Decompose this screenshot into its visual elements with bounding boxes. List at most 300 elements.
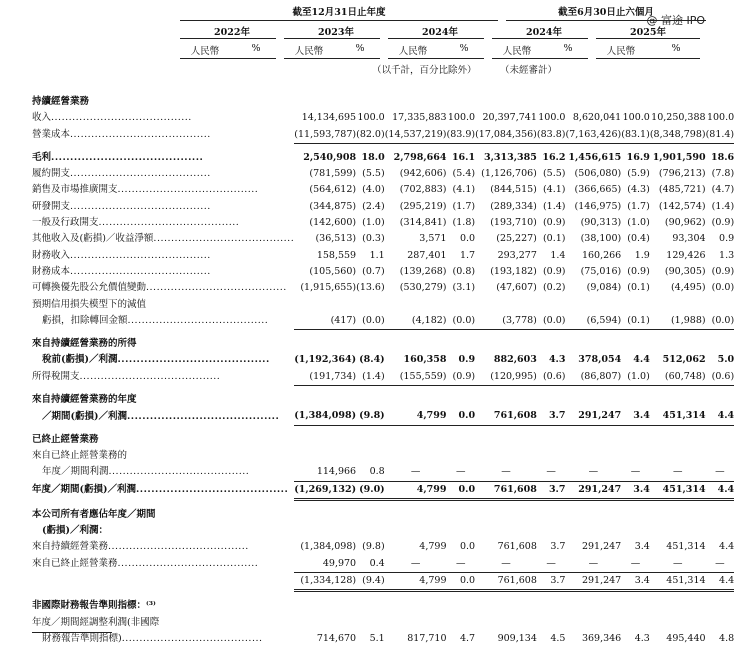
percent-cell: (9.4)	[356, 573, 385, 591]
table-row	[32, 199, 734, 215]
row-label: 其他收入及(虧損)／收益淨額........................................	[32, 233, 295, 245]
empty-cell	[447, 615, 476, 631]
table-row	[32, 182, 734, 198]
amount-cell: (366,665)	[574, 184, 622, 196]
amount-cell: (1,192,364)	[294, 354, 357, 366]
row-label: 銷售及市場推廣開支........................................	[32, 184, 259, 196]
empty-cell	[537, 336, 566, 352]
percent-cell: 0.0	[459, 541, 476, 553]
percent-cell: (0.1)	[621, 313, 650, 330]
percent-cell: (5.5)	[542, 168, 566, 180]
amount-cell: (9,084)	[586, 282, 622, 294]
empty-cell	[294, 336, 356, 352]
percent-cell: 4.3	[548, 354, 566, 366]
header-year-2023: 2023年	[318, 27, 354, 38]
amount-cell: (191,734)	[294, 369, 356, 386]
percent-cell: (0.8)	[452, 265, 476, 277]
percent-cell: (8.4)	[359, 354, 385, 366]
header-rule	[596, 38, 700, 39]
amount-cell: —	[385, 464, 447, 481]
amount-cell: 369,346	[581, 632, 622, 644]
amount-cell: (1,334,128)	[294, 573, 356, 591]
percent-cell: (1.8)	[452, 217, 476, 229]
percent-cell: 0.0	[459, 233, 476, 245]
leader-dots: ........................................	[117, 557, 259, 569]
amount-cell: (289,334)	[490, 200, 537, 212]
empty-cell	[447, 392, 476, 408]
amount-cell: (25,227)	[496, 233, 537, 245]
percent-cell: 4.8	[719, 632, 734, 644]
empty-cell	[294, 432, 356, 448]
percent-cell: (7.8)	[711, 168, 734, 180]
header-rule	[596, 58, 700, 59]
header-rmb: 人民幣	[606, 46, 636, 57]
row-label: 財務成本........................................	[32, 265, 211, 277]
amount-cell: 451,314	[650, 408, 706, 425]
empty-cell	[294, 94, 356, 110]
leader-dots: ........................................	[98, 217, 240, 229]
amount-cell: 2,540,908	[303, 151, 357, 163]
empty-cell	[706, 432, 734, 448]
percent-cell: 3.4	[634, 541, 650, 553]
amount-cell: (86,807)	[565, 369, 621, 386]
amount-cell: 817,710	[407, 632, 447, 644]
row-label: 預期信用損失模型下的減值	[32, 298, 147, 310]
empty-cell	[475, 432, 537, 448]
percent-cell: (0.9)	[627, 265, 650, 277]
row-label: 來自持續經營業務的年度	[32, 394, 137, 406]
empty-cell	[621, 432, 650, 448]
table-row	[32, 369, 734, 386]
amount-cell: (1,915,655)	[300, 282, 357, 294]
header-rule	[388, 58, 484, 59]
table-row	[32, 392, 734, 408]
header-rule	[284, 38, 380, 39]
percent-cell: (4.3)	[627, 184, 650, 196]
amount-cell: 291,247	[565, 408, 621, 425]
percent-cell: (0.0)	[711, 282, 734, 294]
table-row	[32, 408, 734, 425]
percent-cell: (81.4)	[706, 127, 734, 144]
table-row	[32, 615, 734, 631]
table-row	[32, 166, 734, 182]
leader-dots: ........................................	[117, 354, 270, 366]
header-year-2024-half: 2024年	[526, 27, 562, 38]
empty-cell	[356, 297, 385, 313]
amount-cell: (796,213)	[658, 168, 706, 180]
table-row	[32, 573, 734, 591]
empty-cell	[565, 432, 621, 448]
amount-cell: (530,279)	[399, 282, 447, 294]
amount-cell: (8,348,798)	[650, 127, 706, 144]
empty-cell	[385, 448, 447, 464]
amount-cell: (139,268)	[399, 265, 447, 277]
percent-cell: 0.0	[447, 573, 476, 591]
percent-cell: (0.0)	[706, 313, 734, 330]
empty-cell	[447, 336, 476, 352]
header-rule	[180, 58, 276, 59]
amount-cell: (47,607)	[496, 282, 537, 294]
empty-cell	[621, 297, 650, 313]
empty-cell	[385, 336, 447, 352]
empty-cell	[706, 615, 734, 631]
empty-cell	[706, 392, 734, 408]
percent-cell: (1.4)	[711, 200, 734, 212]
empty-cell	[706, 507, 734, 523]
empty-cell	[621, 507, 650, 523]
row-label: 已終止經營業務	[32, 433, 99, 445]
empty-cell	[621, 336, 650, 352]
amount-cell: (781,599)	[309, 168, 357, 180]
row-label: 收入........................................	[32, 112, 192, 124]
amount-cell: —	[565, 464, 621, 481]
table-row	[32, 313, 734, 330]
empty-cell	[650, 392, 706, 408]
header-rule	[284, 58, 380, 59]
amount-cell: (3,778)	[475, 313, 537, 330]
amount-cell: 17,335,883	[392, 112, 447, 124]
percent-cell: 4.5	[550, 632, 566, 644]
percent-cell: 100.0	[706, 112, 734, 124]
percent-cell: 3.7	[537, 481, 566, 499]
amount-cell: 287,401	[407, 249, 447, 261]
row-label	[32, 573, 294, 591]
leader-dots: ........................................	[70, 128, 211, 140]
empty-cell	[356, 432, 385, 448]
amount-cell: —	[475, 464, 537, 481]
amount-cell: 3,313,385	[484, 151, 537, 163]
header-pct: %	[563, 43, 573, 54]
amount-cell: (1,384,098)	[294, 408, 356, 425]
empty-cell	[475, 448, 537, 464]
amount-cell: 451,314	[666, 541, 706, 553]
empty-cell	[537, 598, 566, 614]
empty-cell	[294, 507, 356, 523]
percent-cell: (0.9)	[447, 369, 476, 386]
amount-cell: (142,600)	[309, 217, 357, 229]
amount-cell: 129,426	[666, 249, 706, 261]
empty-cell	[447, 94, 476, 110]
amount-cell: 293,277	[497, 249, 537, 261]
amount-cell: —	[650, 556, 706, 573]
percent-cell: 3.4	[621, 481, 650, 499]
percent-cell: 18.6	[711, 151, 734, 163]
empty-cell	[356, 507, 385, 523]
amount-cell: 93,304	[672, 233, 706, 245]
amount-cell: (120,995)	[475, 369, 537, 386]
amount-cell: (105,560)	[309, 265, 357, 277]
percent-cell: (1.0)	[627, 217, 650, 229]
amount-cell: 291,247	[581, 541, 622, 553]
empty-cell	[475, 507, 537, 523]
percent-cell: (1.4)	[356, 369, 385, 386]
financial-table	[32, 94, 734, 647]
empty-cell	[565, 448, 621, 464]
percent-cell: (0.6)	[537, 369, 566, 386]
empty-cell	[537, 523, 566, 539]
row-label: 本公司所有者應佔年度／期間	[32, 508, 156, 520]
empty-cell	[294, 523, 356, 539]
header-year-2024: 2024年	[422, 27, 458, 38]
percent-cell: 0.8	[356, 464, 385, 481]
percent-cell: (0.1)	[627, 282, 650, 294]
header-group-year: 截至12月31日止年度	[292, 7, 386, 18]
percent-cell: (0.0)	[356, 313, 385, 330]
amount-cell: (17,084,356)	[475, 127, 537, 144]
table-row	[32, 280, 734, 296]
amount-cell: (314,841)	[399, 217, 447, 229]
percent-cell: 1.9	[634, 249, 650, 261]
row-label: 來自已終止經營業務........................................	[32, 557, 259, 569]
empty-cell	[475, 297, 537, 313]
leader-dots: ........................................	[136, 484, 289, 496]
leader-dots: ........................................	[146, 282, 287, 294]
amount-cell: (4,182)	[385, 313, 447, 330]
row-label: 所得稅開支........................................	[32, 371, 221, 382]
amount-cell: (1,384,098)	[300, 541, 357, 553]
table-row	[32, 127, 734, 144]
header-rule	[180, 20, 498, 21]
percent-cell: (0.1)	[542, 233, 566, 245]
percent-cell: —	[621, 556, 650, 573]
empty-cell	[356, 336, 385, 352]
row-label: 財務報告準則指標)........................................	[42, 632, 263, 644]
amount-cell: (417)	[294, 313, 356, 330]
empty-cell	[650, 598, 706, 614]
amount-cell: 2,798,664	[393, 151, 447, 163]
row-label: 可轉換優先股公允價值變動........................................	[32, 282, 287, 294]
header-rule	[506, 20, 706, 21]
table-row	[32, 481, 734, 499]
amount-cell: 3,571	[419, 233, 447, 245]
percent-cell: (0.0)	[447, 313, 476, 330]
percent-cell: 100.0	[357, 112, 385, 124]
watermark-text: @ 富途 IPO	[646, 14, 705, 27]
header-year-2022: 2022年	[214, 27, 250, 38]
percent-cell: (1.7)	[452, 200, 476, 212]
percent-cell: 5.0	[717, 354, 734, 366]
empty-cell	[706, 523, 734, 539]
empty-cell	[475, 392, 537, 408]
table-row	[32, 94, 734, 110]
empty-cell	[706, 336, 734, 352]
empty-cell	[475, 615, 537, 631]
amount-cell: 761,608	[475, 481, 537, 499]
row-label: 年度／期間經調整利潤(非國際	[32, 616, 160, 628]
empty-cell	[537, 392, 566, 408]
row-label: 毛利........................................	[32, 151, 204, 163]
amount-cell: (75,016)	[580, 265, 622, 277]
empty-cell	[294, 297, 356, 313]
percent-cell: 100.0	[622, 112, 650, 124]
empty-cell	[621, 615, 650, 631]
percent-cell: 16.1	[451, 151, 476, 163]
header-rmb: 人民幣	[294, 46, 324, 57]
amount-cell: (14,537,219)	[385, 127, 447, 144]
empty-cell	[621, 523, 650, 539]
row-label: 虧損，扣除轉回金額........................................	[42, 315, 269, 327]
table-row	[32, 264, 734, 280]
percent-cell: (0.7)	[362, 265, 385, 277]
table-row	[32, 556, 734, 573]
amount-cell: 4,799	[385, 573, 447, 591]
empty-cell	[706, 598, 734, 614]
row-label: 年度／期間利潤........................................	[42, 466, 250, 478]
amount-cell: 378,054	[578, 354, 622, 366]
header-rule	[388, 38, 484, 39]
header-rmb: 人民幣	[502, 46, 532, 57]
amount-cell: 291,247	[565, 573, 621, 591]
amount-cell: (193,710)	[490, 217, 537, 229]
empty-cell	[294, 448, 356, 464]
percent-cell: 0.0	[447, 408, 476, 425]
empty-cell	[650, 615, 706, 631]
header-pct: %	[459, 43, 469, 54]
percent-cell: 3.4	[621, 573, 650, 591]
row-label: 履約開支........................................	[32, 168, 211, 180]
table-row	[32, 336, 734, 352]
amount-cell: (844,515)	[490, 184, 537, 196]
table-row	[32, 539, 734, 555]
percent-cell: —	[706, 464, 734, 481]
percent-cell: 3.7	[537, 408, 566, 425]
amount-cell: (90,962)	[664, 217, 706, 229]
empty-cell	[294, 598, 356, 614]
leader-dots: ........................................	[108, 466, 250, 478]
empty-cell	[356, 392, 385, 408]
amount-cell: (193,182)	[490, 265, 537, 277]
empty-cell	[650, 432, 706, 448]
percent-cell: (0.9)	[542, 265, 566, 277]
empty-cell	[356, 598, 385, 614]
empty-cell	[565, 336, 621, 352]
empty-cell	[537, 615, 566, 631]
header-group-half: 截至6月30日止六個月	[558, 7, 654, 18]
header-pct: %	[355, 43, 365, 54]
table-row	[32, 499, 734, 507]
amount-cell: 4,799	[419, 541, 447, 553]
empty-cell	[294, 615, 356, 631]
amount-cell: 714,670	[316, 632, 357, 644]
table-row	[32, 432, 734, 448]
amount-cell: 114,966	[294, 464, 356, 481]
percent-cell: (83.1)	[621, 127, 650, 144]
header-year-2025-half: 2025年	[630, 27, 666, 38]
amount-cell: (295,219)	[399, 200, 447, 212]
leader-dots: ........................................	[70, 168, 211, 180]
empty-cell	[621, 598, 650, 614]
amount-cell: 512,062	[662, 354, 706, 366]
amount-cell: (155,559)	[385, 369, 447, 386]
row-label: 來自持續經營業務........................................	[32, 541, 249, 553]
empty-cell	[475, 598, 537, 614]
empty-cell	[706, 297, 734, 313]
empty-cell	[650, 448, 706, 464]
percent-cell: (1.0)	[621, 369, 650, 386]
row-label: 年度／期間(虧損)／利潤........................................	[32, 484, 289, 496]
amount-cell: —	[475, 556, 537, 573]
unit-note: （以千計，百分比除外）	[372, 65, 477, 76]
amount-cell: 160,358	[403, 354, 447, 366]
percent-cell: (83.8)	[537, 127, 566, 144]
leader-dots: ........................................	[70, 249, 211, 261]
amount-cell: —	[565, 556, 621, 573]
table-row	[32, 591, 734, 599]
empty-cell	[385, 392, 447, 408]
amount-cell: 451,314	[650, 573, 706, 591]
empty-cell	[621, 94, 650, 110]
percent-cell: 16.9	[626, 151, 650, 163]
percent-cell: (1.4)	[542, 200, 566, 212]
table-row	[32, 150, 734, 166]
percent-cell: (0.3)	[362, 233, 385, 245]
amount-cell: (506,080)	[574, 168, 622, 180]
amount-cell: 20,397,741	[482, 112, 537, 124]
table-row	[32, 631, 734, 647]
table-row	[32, 523, 734, 539]
empty-cell	[385, 94, 447, 110]
percent-cell: 4.7	[459, 632, 476, 644]
amount-cell: 761,608	[497, 541, 537, 553]
empty-cell	[356, 94, 385, 110]
amount-cell: —	[385, 556, 447, 573]
amount-cell: (7,163,426)	[565, 127, 621, 144]
percent-cell: 4.4	[706, 408, 734, 425]
leader-dots: ........................................	[121, 632, 263, 644]
row-label: 非國際財務報告準則指標：⁽³⁾	[32, 600, 156, 612]
empty-cell	[447, 448, 476, 464]
percent-cell: (0.0)	[537, 313, 566, 330]
percent-cell: 3.4	[621, 408, 650, 425]
amount-cell: (90,313)	[580, 217, 622, 229]
row-label: 研發開支........................................	[32, 200, 211, 212]
percent-cell: (4.1)	[542, 184, 566, 196]
amount-cell: 4,799	[385, 481, 447, 499]
empty-cell	[385, 432, 447, 448]
amount-cell: (485,721)	[658, 184, 706, 196]
row-label: 持續經營業務	[32, 96, 90, 107]
amount-cell: (344,875)	[309, 200, 357, 212]
percent-cell: 4.4	[706, 573, 734, 591]
percent-cell: 16.2	[542, 151, 566, 163]
header-rule	[180, 38, 276, 39]
amount-cell: 49,970	[294, 556, 356, 573]
empty-cell	[447, 598, 476, 614]
header-pct: %	[251, 43, 261, 54]
table-row	[32, 507, 734, 523]
empty-cell	[385, 297, 447, 313]
leader-dots: ........................................	[79, 371, 221, 382]
empty-cell	[356, 523, 385, 539]
amount-cell: —	[650, 464, 706, 481]
amount-cell: 451,314	[650, 481, 706, 499]
row-label: 一般及行政開支........................................	[32, 217, 240, 229]
empty-cell	[565, 523, 621, 539]
leader-dots: ........................................	[127, 315, 269, 327]
percent-cell: 5.1	[369, 632, 385, 644]
row-label: 稅前(虧損)／利潤........................................	[42, 354, 270, 366]
amount-cell: 882,603	[493, 354, 537, 366]
percent-cell: 3.7	[537, 573, 566, 591]
table-row	[32, 464, 734, 481]
table-row	[32, 297, 734, 313]
amount-cell: 4,799	[385, 408, 447, 425]
leader-dots: ........................................	[70, 200, 211, 212]
amount-cell: (1,126,706)	[481, 168, 537, 180]
amount-cell: (564,612)	[309, 184, 357, 196]
percent-cell: (4.7)	[711, 184, 734, 196]
empty-cell	[537, 507, 566, 523]
